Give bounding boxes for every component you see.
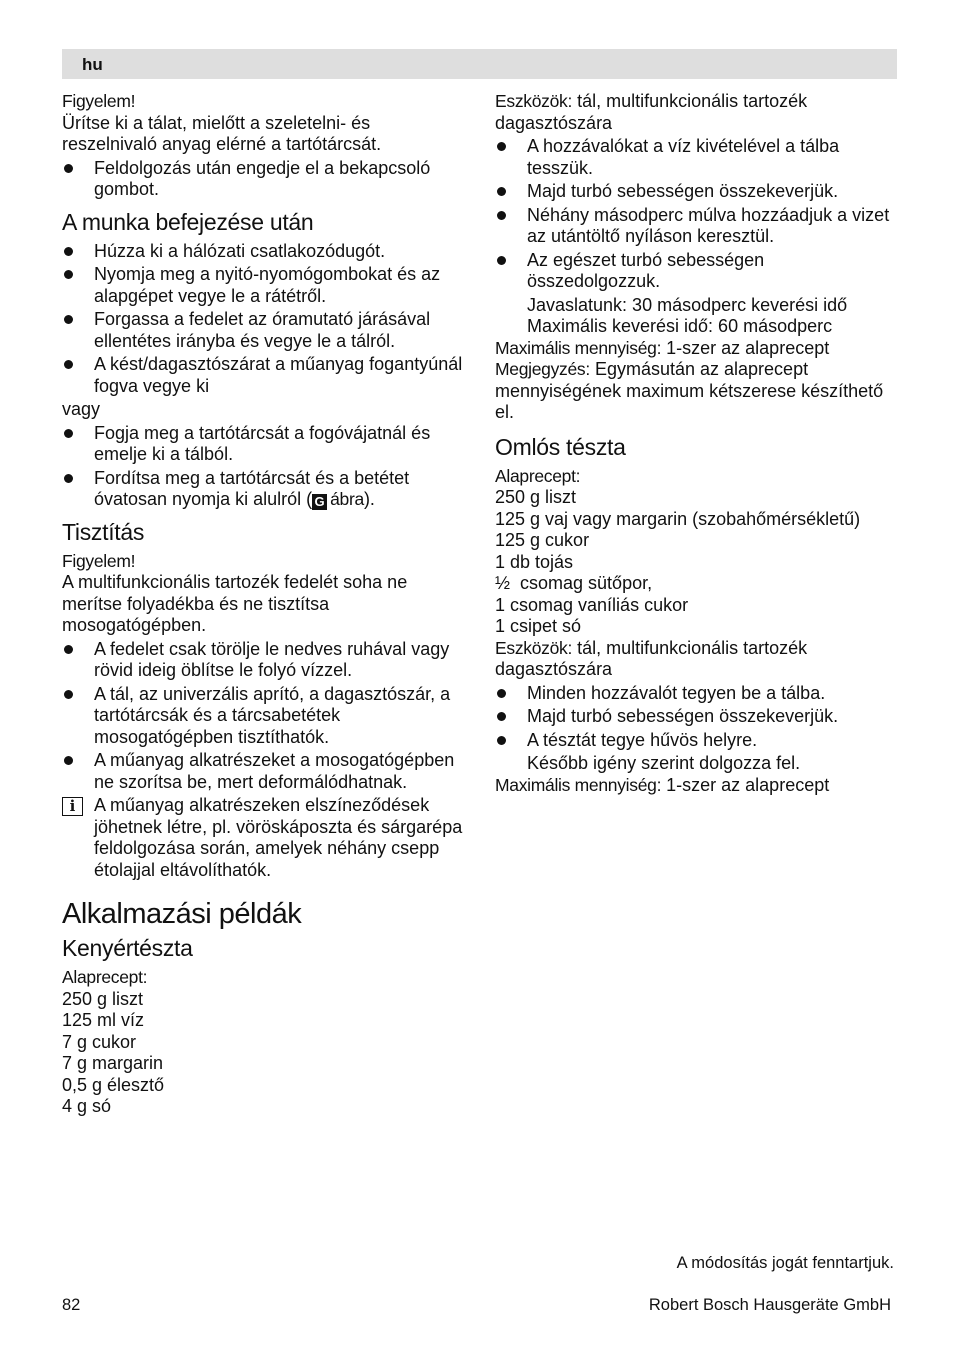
ingredient: 7 g margarin <box>62 1053 164 1073</box>
list-item: Fogja meg a tartótárcsát a fogóvájatnál és emelje ki a tálból. <box>62 423 467 466</box>
language-code: hu <box>82 55 103 74</box>
tools-line: Eszközök: tál, multifunkcionális tartozék dagasztószára <box>495 91 808 133</box>
bullet-icon <box>64 360 73 369</box>
bullet-icon <box>64 756 73 765</box>
bullet-icon <box>497 256 506 265</box>
warning-label: Figyelem! <box>62 91 136 111</box>
list-item: A kést/dagasztószárat a műanyag fogantyúnál fogva vegye ki <box>62 354 467 397</box>
ingredient: 0,5 g élesztő <box>62 1074 165 1095</box>
subheading-bread-dough: Kenyértészta <box>62 935 193 961</box>
list-item: Minden hozzávalót tegyen be a tálba. <box>495 683 900 705</box>
max-time-text: Maximális keverési idő: 60 másodperc <box>527 316 833 336</box>
page-number: 82 <box>62 1296 81 1314</box>
ingredient: 250 g liszt <box>495 487 577 507</box>
bread-steps <box>495 136 900 293</box>
info-text: A műanyag alkatrészeken elszíneződések jöhetnek létre, pl. vöröskáposzta és sárgarépa feldolgozása során, amelyek néhány csepp étolajjal eltávolíthatók. <box>94 795 463 880</box>
list-item: Majd turbó sebességen összekeverjük. <box>495 706 900 728</box>
max-quantity-line: Maximális mennyiség: 1-szer az alaprecept <box>495 337 830 358</box>
recipe-label: Alaprecept: <box>495 465 581 486</box>
company-name: Robert Bosch Hausgeräte GmbH <box>648 1296 891 1314</box>
list-item: Néhány másodperc múlva hozzáadjuk a vizet az utántöltő nyíláson keresztül. <box>495 205 900 248</box>
list-item: Forgassa a fedelet az óramutató járásával ellentétes irányba és vegye le a tálról. <box>62 309 467 352</box>
bullet-icon <box>64 270 73 279</box>
ingredient: 125 g vaj vagy margarin (szobahőmérsékletű) <box>495 508 861 529</box>
section-heading-examples: Alkalmazási példák <box>62 898 302 930</box>
bullet-icon <box>64 164 73 173</box>
reservation-note: A módosítás jogát fenntartjuk. <box>676 1254 894 1272</box>
shortcrust-steps <box>495 683 900 752</box>
bullet-icon <box>497 736 506 745</box>
figure-g-icon: G <box>312 494 327 510</box>
list-item: Majd turbó sebességen összekeverjük. <box>495 181 900 203</box>
list-item: Feldolgozás után engedje el a bekapcsoló gombot. <box>62 158 467 201</box>
cleaning-warning-text: A multifunkcionális tartozék fedelét soha ne merítse folyadékba és ne tisztítsa mosogatógépben. <box>62 572 408 635</box>
ingredient: 1 csomag vaníliás cukor <box>495 594 689 615</box>
bullet-icon <box>64 247 73 256</box>
max-quantity-line: Maximális mennyiség: 1-szer az alaprecept <box>495 774 830 795</box>
list-item: A tál, az univerzális aprító, a dagasztószár, a tartótárcsák és a tárcsabetétek mosogatógépben tisztíthatók. <box>62 684 467 749</box>
info-note <box>62 795 467 881</box>
later-text: Később igény szerint dolgozza fel. <box>527 753 801 773</box>
tools-line: Eszközök: tál, multifunkcionális tartozék dagasztószára <box>495 637 808 679</box>
or-text: vagy <box>62 399 101 419</box>
bullet-icon <box>497 689 506 698</box>
bullet-icon <box>64 429 73 438</box>
section-heading-cleaning: Tisztítás <box>62 518 145 545</box>
info-icon: i <box>62 797 83 816</box>
list-item: Nyomja meg a nyitó-nyomógombokat és az alapgépet vegye le a rátétről. <box>62 264 467 307</box>
cleaning-warning-label: Figyelem! <box>62 550 136 571</box>
note-line: Megjegyzés: Egymásután az alaprecept mennyiségének maximum kétszerese készíthető el. <box>495 359 884 422</box>
warning-bullets <box>62 158 467 201</box>
after-work-bullets-2 <box>62 423 467 511</box>
recipe-label: Alaprecept: <box>62 967 148 987</box>
bullet-icon <box>64 690 73 699</box>
after-work-bullets <box>62 241 467 398</box>
bullet-icon <box>497 142 506 151</box>
list-item: Húzza ki a hálózati csatlakozódugót. <box>62 241 467 263</box>
ingredient: 125 ml víz <box>62 1010 145 1030</box>
list-item: A tésztát tegye hűvös helyre. <box>495 730 900 752</box>
ingredient: 1 csipet só <box>495 616 582 636</box>
left-column <box>62 91 467 1118</box>
warning-text: Ürítse ki a tálat, mielőtt a szeletelni- és reszelnivaló anyag elérné a tartótárcsát. <box>62 112 382 154</box>
section-heading-after-work: A munka befejezése után <box>62 208 314 235</box>
ingredient: 4 g só <box>62 1096 112 1116</box>
list-item: Fordítsa meg a tartótárcsát és a betétet óvatosan nyomja ki alulról ( G ábra). <box>62 468 467 511</box>
list-item: A hozzávalókat a víz kivételével a tálba tesszük. <box>495 136 900 179</box>
bullet-icon <box>497 187 506 196</box>
right-column <box>495 91 900 796</box>
subheading-shortcrust: Omlós tészta <box>495 433 626 460</box>
bullet-icon <box>497 211 506 220</box>
list-item: A műanyag alkatrészeket a mosogatógépben ne szorítsa be, mert deformálódhatnak. <box>62 750 467 793</box>
list-item: Az egészet turbó sebességen összedolgozzuk. <box>495 250 900 293</box>
figure-word: ábra <box>330 489 364 509</box>
cleaning-bullets <box>62 639 467 794</box>
ingredient: 250 g liszt <box>62 988 144 1009</box>
language-bar <box>62 49 897 79</box>
ingredient: 125 g cukor <box>495 530 590 550</box>
bullet-icon <box>64 474 73 483</box>
bullet-icon <box>64 315 73 324</box>
ingredient: 1 db tojás <box>495 551 574 572</box>
bullet-icon <box>497 712 506 721</box>
ingredient: ½ csomag sütőpor, <box>495 573 653 593</box>
list-item: A fedelet csak törölje le nedves ruhával vagy rövid ideig öblítse le folyó vízzel. <box>62 639 467 682</box>
ingredient: 7 g cukor <box>62 1031 137 1052</box>
bullet-icon <box>64 645 73 654</box>
suggestion-text: Javaslatunk: 30 másodperc keverési idő <box>527 294 848 315</box>
